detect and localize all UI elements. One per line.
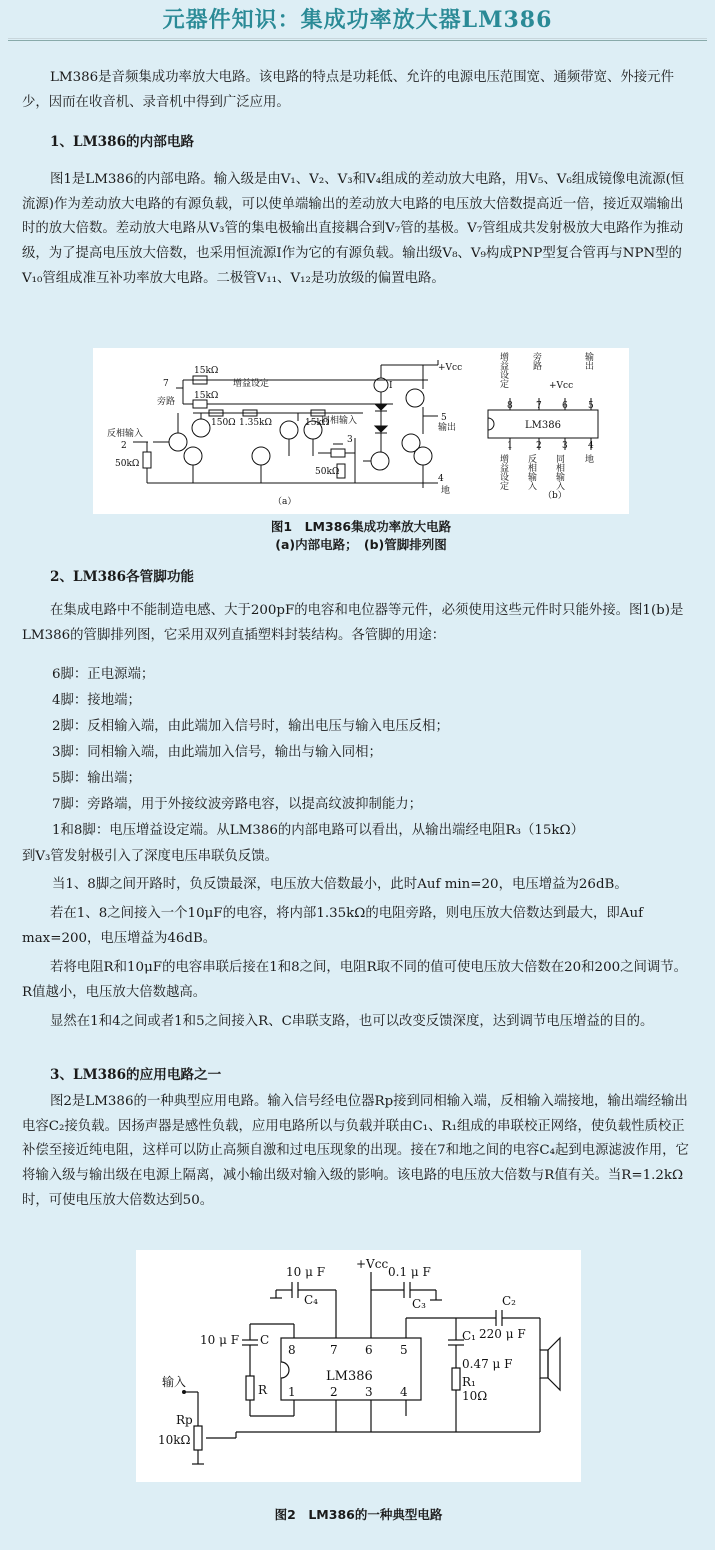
fig1-b-top-gain: 增益设定 (498, 352, 508, 388)
fig1-r50k-right: 50kΩ (315, 467, 340, 477)
fig1-b-bot-noninv: 同相输入 (554, 454, 564, 490)
fig1-b-pin7: 7 (536, 401, 542, 411)
fig2-c4-value: 10 μ F (286, 1265, 326, 1279)
fig1-b-top-output: 输出 (583, 352, 593, 370)
intro-paragraph: LM386是音频集成功率放大电路。该电路的特点是功耗低、允许的电源电压范围宽、通频带宽、外接元件少，因而在收音机、录音机中得到广泛应用。 (22, 70, 674, 110)
fig2-c3-value: 0.1 μ F (388, 1265, 431, 1279)
fig1-b-bot-gain: 增益设定 (498, 454, 508, 490)
figure-2 (136, 1250, 581, 1482)
section-1-paragraph: 图1是LM386的内部电路。输入级是由V₁、V₂、V₃和V₄组成的差动放大电路，用V₅、V₆组成镜像电流源(恒流源)作为差动放大电路的有源负载，可以使单端输出的差动放大电路的电压放大倍数提高近一倍，接近双端输出时的放大倍数。差动放大电路从V₃管的集电极输出直接耦合到V₇管的基极。V₇管组成共发射极放大电路作为推动级，为了提高电压放大倍数，也采用恒流源I作为它的有源负载。输出级V₈、V₉构成PNP型复合管再与NPN型的V₁₀管组成准互补功率放大电路。二极管V₁₁、V₁₂是功放级的偏置电路。 (22, 172, 685, 286)
fig2-chip-label: LM386 (326, 1369, 373, 1384)
pin-desc-2: 2脚：反相输入端，由此端加入信号时，输出电压与输入电压反相； (52, 719, 449, 734)
fig1-b-pin3: 3 (562, 441, 568, 451)
fig1-b-pin5: 5 (588, 401, 594, 411)
fig2-r-label: R (258, 1383, 268, 1397)
section-3-paragraph: 图2是LM386的一种典型应用电路。输入信号经电位器Rp接到同相输入端，反相输入端接地，输出端经输出电容C₂接负载。因扬声器是感性负载，应用电路所以与负载并联由C₁、R₁组成的串联校正网络，使负载性质校正补偿至接近纯电阻，这样可以防止高频自激和过电压现象的出现。接在7和地之间的电容C₄起到电源滤波作用，它将输入级与输出级在电源上隔离，减小输出级对输入级的影响。该电路的电压放大倍数与R值有关。当R=1.2kΩ时，可使电压放大倍数达到50。 (22, 1094, 689, 1208)
fig2-pin4: 4 (400, 1385, 408, 1399)
fig1-b-bot-inv: 反相输入 (526, 454, 536, 490)
fig2-pin5: 5 (400, 1343, 408, 1357)
figure-1-subcaption: (a)内部电路； (b)管脚排列图 (275, 537, 447, 552)
pin-desc-1-8-cont: 到V₃管发射极引入了深度电压串联负反馈。 (22, 849, 279, 864)
figure-2-caption: 图2 LM386的一种典型电路 (274, 1507, 443, 1522)
section-2-heading: 2、LM386各管脚功能 (50, 569, 195, 585)
page-title: 元器件知识：集成功率放大器LM386 (162, 7, 553, 33)
fig2-pin7: 7 (330, 1343, 338, 1357)
fig2-r1-value: 10Ω (462, 1389, 488, 1403)
fig1-b-pin6: 6 (562, 401, 568, 411)
fig1-b-pin2: 2 (536, 441, 542, 451)
fig1-bypass-label: 旁路 (157, 397, 176, 407)
figure-1 (93, 348, 629, 514)
fig2-pin3: 3 (365, 1385, 373, 1399)
pin-desc-4: 4脚：接地端； (52, 693, 141, 708)
fig1-r50k-left: 50kΩ (115, 459, 140, 469)
fig2-c1-label: C₁ (462, 1329, 476, 1343)
fig2-vcc-label: +Vcc (356, 1257, 389, 1271)
header-divider (8, 38, 707, 41)
fig1-ground-label: 地 (441, 486, 451, 496)
fig1-pin3: 3 (347, 435, 353, 445)
fig1-pin2: 2 (121, 441, 127, 451)
fig2-c2-value: 220 μ F (479, 1327, 526, 1341)
fig1-r15k-top: 15kΩ (194, 366, 219, 376)
fig2-r1-label: R₁ (462, 1375, 476, 1389)
fig1-a-label: （a） (273, 497, 297, 507)
fig1-chip-label: LM386 (525, 420, 561, 431)
fig1-b-pin8: 8 (507, 401, 513, 411)
fig2-pin2: 2 (330, 1385, 338, 1399)
fig2-rp-label: Rp (176, 1413, 193, 1427)
fig1-gain-set-label: 增益设定 (233, 379, 270, 389)
fig2-c3-label: C₃ (412, 1297, 426, 1311)
fig1-inv-input-label: 反相输入 (107, 429, 144, 439)
open-circuit-text: 当1、8脚之间开路时，负反馈最深，电压放大倍数最小，此时Auf min=20，电压增益为26dB。 (52, 877, 628, 892)
fig2-pin8: 8 (288, 1343, 296, 1357)
fig1-b-label: （b） (543, 491, 567, 501)
fig2-input-label: 输入 (162, 1375, 187, 1389)
fig2-c4-label: C₄ (304, 1293, 318, 1307)
figure-2-circuit (136, 1250, 581, 1482)
fig2-c-label: C (260, 1333, 270, 1347)
fig1-pin5: 5 (441, 413, 447, 423)
fig1-pin4: 4 (438, 474, 444, 484)
pin-desc-7: 7脚：旁路端，用于外接纹波旁路电容，以提高纹波抑制能力； (52, 797, 423, 812)
pin-desc-1-8: 1和8脚：电压增益设定端。从LM386的内部电路可以看出，从输出端经电阻R₃（15kΩ） (52, 823, 585, 838)
fig1-i-label: I (389, 381, 393, 391)
section-1-heading: 1、LM386的内部电路 (50, 134, 195, 150)
pin-desc-5: 5脚：输出端； (52, 771, 141, 786)
fig2-pin6: 6 (365, 1343, 373, 1357)
fig1-pin7: 7 (163, 379, 169, 389)
fig1-b-pin4: 4 (588, 441, 594, 451)
fig1-noninv-label: 同相输入 (321, 416, 358, 426)
rc-series-text: 若将电阻R和10μF的电容串联后接在1和8之间，电阻R取不同的值可使电压放大倍数在20和200之间调节。R值越小，电压放大倍数越高。 (22, 960, 688, 1000)
pin-desc-6: 6脚：正电源端； (52, 667, 155, 682)
fig1-r3-15k: 15kΩ (305, 418, 330, 428)
fig1-b-top-bypass: 旁路 (531, 352, 541, 370)
section-2-paragraph: 在集成电路中不能制造电感、大于200pF的电容和电位器等元件，必须使用这些元件时只能外接。图1(b)是LM386的管脚排列图，它采用双列直插塑料封装结构。各管脚的用途： (22, 603, 684, 643)
pin-desc-3: 3脚：同相输入端，由此端加入信号，输出与输入同相； (52, 745, 382, 760)
section-3-heading: 3、LM386的应用电路之一 (50, 1067, 222, 1083)
fig2-c-value: 10 μ F (200, 1333, 240, 1347)
fig2-pin1: 1 (288, 1385, 296, 1399)
fig1-r150: 150Ω (211, 418, 236, 428)
fig1-r15k-mid: 15kΩ (194, 391, 219, 401)
fig1-output-label: 输出 (438, 423, 457, 433)
fig1-vcc-label: +Vcc (438, 363, 463, 373)
fig2-c1-value: 0.47 μ F (462, 1357, 513, 1371)
figure-1-caption: 图1 LM386集成功率放大电路 (270, 519, 452, 534)
figure-1-circuit (93, 348, 629, 514)
fig2-rp-value: 10kΩ (158, 1433, 191, 1447)
fig1-b-vcc: +Vcc (549, 381, 574, 391)
capacitor-text: 若在1、8之间接入一个10μF的电容，将内部1.35kΩ的电阻旁路，则电压放大倍数达到最大，即Auf max=200，电压增益为46dB。 (22, 906, 644, 946)
fig2-c2-label: C₂ (502, 1294, 516, 1308)
rc-alt-text: 显然在1和4之间或者1和5之间接入R、C串联支路，也可以改变反馈深度，达到调节电压增益的目的。 (50, 1014, 654, 1029)
fig1-b-bot-ground: 地 (583, 454, 593, 463)
fig1-b-pin1: 1 (507, 441, 513, 451)
fig1-r135k: 1.35kΩ (239, 418, 272, 428)
